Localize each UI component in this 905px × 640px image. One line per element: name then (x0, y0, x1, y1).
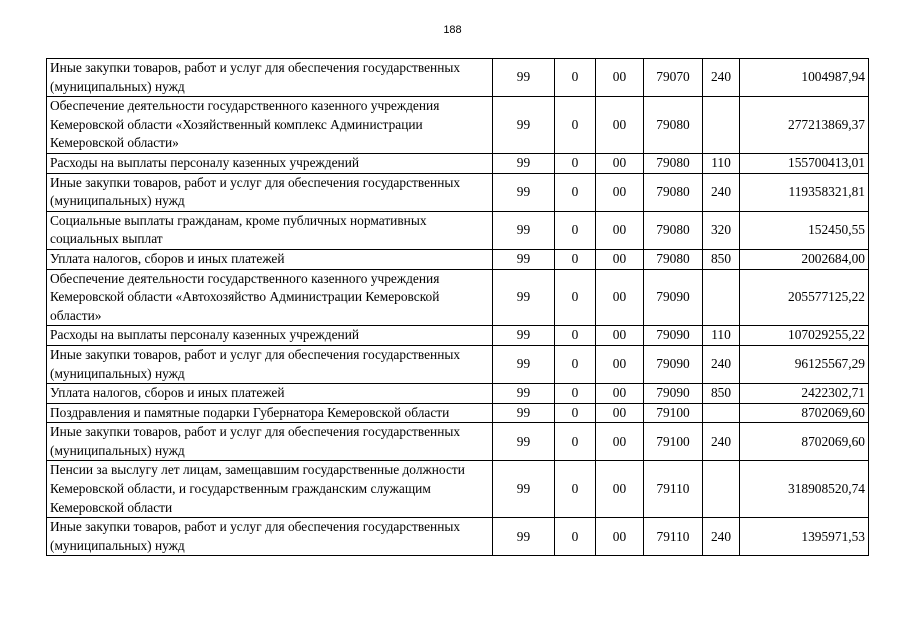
section-code-cell: 99 (493, 97, 555, 154)
table-row (47, 423, 869, 461)
section-code-cell: 99 (493, 173, 555, 211)
expense-type-code-cell: 110 (703, 326, 740, 346)
expense-name-cell: Пенсии за выслугу лет лицам, замещавшим государственные должности Кемеровской области, и государственным гражданским служащим Кемеровской области (47, 461, 493, 518)
section-code-cell: 99 (493, 59, 555, 97)
table-row (47, 249, 869, 269)
target-code-cell: 79080 (644, 211, 703, 249)
amount-cell: 1004987,94 (740, 59, 869, 97)
section-code-cell: 99 (493, 326, 555, 346)
program-code-cell: 00 (596, 403, 644, 423)
subsection-code-cell: 0 (555, 97, 596, 154)
program-code-cell: 00 (596, 269, 644, 326)
expense-name-cell: Поздравления и памятные подарки Губернатора Кемеровской области (47, 403, 493, 423)
section-code-cell: 99 (493, 518, 555, 556)
expense-name-cell: Расходы на выплаты персоналу казенных учреждений (47, 153, 493, 173)
target-code-cell: 79090 (644, 384, 703, 404)
target-code-cell: 79080 (644, 249, 703, 269)
section-code-cell: 99 (493, 403, 555, 423)
program-code-cell: 00 (596, 326, 644, 346)
table-body (47, 59, 869, 556)
expense-name-cell: Обеспечение деятельности государственного казенного учреждения Кемеровской области «Автохозяйство Администрации Кемеровской области» (47, 269, 493, 326)
table-row (47, 384, 869, 404)
table-row (47, 518, 869, 556)
expense-type-code-cell: 240 (703, 423, 740, 461)
section-code-cell: 99 (493, 153, 555, 173)
target-code-cell: 79100 (644, 403, 703, 423)
target-code-cell: 79110 (644, 518, 703, 556)
section-code-cell: 99 (493, 461, 555, 518)
expense-type-code-cell: 320 (703, 211, 740, 249)
program-code-cell: 00 (596, 249, 644, 269)
table-row (47, 345, 869, 383)
expense-name-cell: Обеспечение деятельности государственного казенного учреждения Кемеровской области «Хозяйственный комплекс Администрации Кемеровской области» (47, 97, 493, 154)
target-code-cell: 79080 (644, 153, 703, 173)
section-code-cell: 99 (493, 423, 555, 461)
expense-type-code-cell: 850 (703, 249, 740, 269)
section-code-cell: 99 (493, 249, 555, 269)
expense-name-cell: Иные закупки товаров, работ и услуг для обеспечения государственных (муниципальных) нужд (47, 59, 493, 97)
amount-cell: 205577125,22 (740, 269, 869, 326)
table-row (47, 97, 869, 154)
expense-type-code-cell (703, 403, 740, 423)
program-code-cell: 00 (596, 461, 644, 518)
table-row (47, 173, 869, 211)
amount-cell: 1395971,53 (740, 518, 869, 556)
expense-type-code-cell (703, 97, 740, 154)
expense-type-code-cell: 110 (703, 153, 740, 173)
expense-name-cell: Иные закупки товаров, работ и услуг для обеспечения государственных (муниципальных) нужд (47, 173, 493, 211)
expense-type-code-cell: 240 (703, 518, 740, 556)
program-code-cell: 00 (596, 384, 644, 404)
section-code-cell: 99 (493, 211, 555, 249)
amount-cell: 96125567,29 (740, 345, 869, 383)
expense-type-code-cell (703, 269, 740, 326)
target-code-cell: 79090 (644, 326, 703, 346)
table-row (47, 153, 869, 173)
program-code-cell: 00 (596, 59, 644, 97)
subsection-code-cell: 0 (555, 249, 596, 269)
expense-name-cell: Уплата налогов, сборов и иных платежей (47, 384, 493, 404)
table-row (47, 211, 869, 249)
target-code-cell: 79110 (644, 461, 703, 518)
expense-name-cell: Иные закупки товаров, работ и услуг для обеспечения государственных (муниципальных) нужд (47, 518, 493, 556)
program-code-cell: 00 (596, 423, 644, 461)
amount-cell: 8702069,60 (740, 403, 869, 423)
expense-type-code-cell: 240 (703, 173, 740, 211)
expense-name-cell: Уплата налогов, сборов и иных платежей (47, 249, 493, 269)
section-code-cell: 99 (493, 384, 555, 404)
expense-type-code-cell (703, 461, 740, 518)
program-code-cell: 00 (596, 173, 644, 211)
subsection-code-cell: 0 (555, 153, 596, 173)
subsection-code-cell: 0 (555, 423, 596, 461)
amount-cell: 155700413,01 (740, 153, 869, 173)
program-code-cell: 00 (596, 153, 644, 173)
amount-cell: 2002684,00 (740, 249, 869, 269)
amount-cell: 277213869,37 (740, 97, 869, 154)
expense-type-code-cell: 240 (703, 345, 740, 383)
table-row (47, 326, 869, 346)
section-code-cell: 99 (493, 269, 555, 326)
subsection-code-cell: 0 (555, 403, 596, 423)
budget-table (46, 58, 869, 556)
subsection-code-cell: 0 (555, 59, 596, 97)
program-code-cell: 00 (596, 345, 644, 383)
table-row (47, 461, 869, 518)
amount-cell: 8702069,60 (740, 423, 869, 461)
expense-type-code-cell: 850 (703, 384, 740, 404)
amount-cell: 119358321,81 (740, 173, 869, 211)
subsection-code-cell: 0 (555, 518, 596, 556)
expense-type-code-cell: 240 (703, 59, 740, 97)
section-code-cell: 99 (493, 345, 555, 383)
program-code-cell: 00 (596, 518, 644, 556)
table-row (47, 59, 869, 97)
subsection-code-cell: 0 (555, 345, 596, 383)
expense-name-cell: Иные закупки товаров, работ и услуг для обеспечения государственных (муниципальных) нужд (47, 423, 493, 461)
target-code-cell: 79070 (644, 59, 703, 97)
table-row (47, 269, 869, 326)
subsection-code-cell: 0 (555, 269, 596, 326)
program-code-cell: 00 (596, 97, 644, 154)
target-code-cell: 79080 (644, 173, 703, 211)
target-code-cell: 79100 (644, 423, 703, 461)
page-number: 188 (443, 24, 462, 36)
amount-cell: 2422302,71 (740, 384, 869, 404)
subsection-code-cell: 0 (555, 384, 596, 404)
target-code-cell: 79090 (644, 269, 703, 326)
subsection-code-cell: 0 (555, 173, 596, 211)
amount-cell: 107029255,22 (740, 326, 869, 346)
subsection-code-cell: 0 (555, 461, 596, 518)
subsection-code-cell: 0 (555, 326, 596, 346)
table-row (47, 403, 869, 423)
expense-name-cell: Расходы на выплаты персоналу казенных учреждений (47, 326, 493, 346)
expense-name-cell: Иные закупки товаров, работ и услуг для обеспечения государственных (муниципальных) нужд (47, 345, 493, 383)
expense-name-cell: Социальные выплаты гражданам, кроме публичных нормативных социальных выплат (47, 211, 493, 249)
target-code-cell: 79080 (644, 97, 703, 154)
program-code-cell: 00 (596, 211, 644, 249)
subsection-code-cell: 0 (555, 211, 596, 249)
target-code-cell: 79090 (644, 345, 703, 383)
amount-cell: 318908520,74 (740, 461, 869, 518)
amount-cell: 152450,55 (740, 211, 869, 249)
